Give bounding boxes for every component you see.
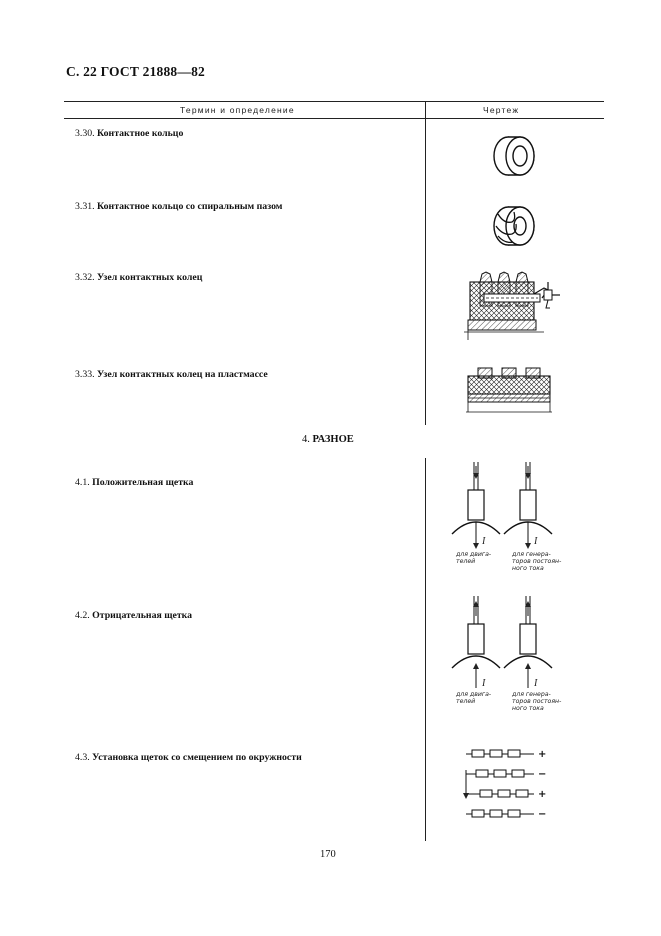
term-number: 4.1. [75,477,90,488]
section-number: 4. [302,434,310,445]
slip-ring-assembly-drawing [464,268,564,340]
column-divider-lower [425,458,426,841]
current-label: I [482,678,486,689]
current-label: I [534,536,538,547]
contact-ring-drawing [484,130,544,182]
current-label: I [534,678,538,689]
current-label: I [482,536,486,547]
term-name: Узел контактных колец на пластмассе [97,369,268,380]
negative-brush-drawing [440,592,580,714]
section-heading [302,434,354,445]
term-3-31 [75,201,282,212]
caption-motors: для двига-телей [456,691,492,705]
column-header-drawing: Чертеж [483,105,520,115]
term-4-3 [75,752,302,763]
term-name: Узел контактных колец [97,272,203,283]
term-number: 3.33. [75,369,95,380]
plus-sign: + [538,789,547,800]
table-top-rule [64,101,604,102]
term-number: 4.3. [75,752,90,763]
term-4-1 [75,477,193,488]
positive-brush-drawing [440,458,580,578]
page-number: 170 [320,849,336,860]
plastic-slip-ring-assembly-drawing [464,362,554,418]
term-name: Контактное кольцо [97,128,184,139]
plus-sign: + [538,749,547,760]
caption-motors: для двига-телей [456,551,492,565]
term-number: 4.2. [75,610,90,621]
term-3-30 [75,128,183,139]
table-header-rule [64,118,604,119]
staggered-brushes-drawing [456,742,556,824]
section-title: РАЗНОЕ [312,434,354,445]
minus-sign: − [538,809,547,820]
term-3-32 [75,272,202,283]
term-3-33 [75,369,268,380]
term-number: 3.32. [75,272,95,283]
page-header: С. 22 ГОСТ 21888—82 [66,64,205,79]
term-name: Положительная щетка [92,477,194,488]
column-header-term: Термин и определение [180,105,295,115]
minus-sign: − [538,769,547,780]
caption-generators: для генера-торов постоян-ного тока [512,551,562,572]
term-name: Контактное кольцо со спиральным пазом [97,201,283,212]
term-name: Отрицательная щетка [92,610,193,621]
term-4-2 [75,610,192,621]
term-name: Установка щеток со смещением по окружности [92,752,302,763]
spiral-groove-ring-drawing [484,200,544,252]
column-divider-upper [425,101,426,425]
term-number: 3.30. [75,128,95,139]
caption-generators: для генера-торов постоян-ного тока [512,691,562,712]
term-number: 3.31. [75,201,95,212]
